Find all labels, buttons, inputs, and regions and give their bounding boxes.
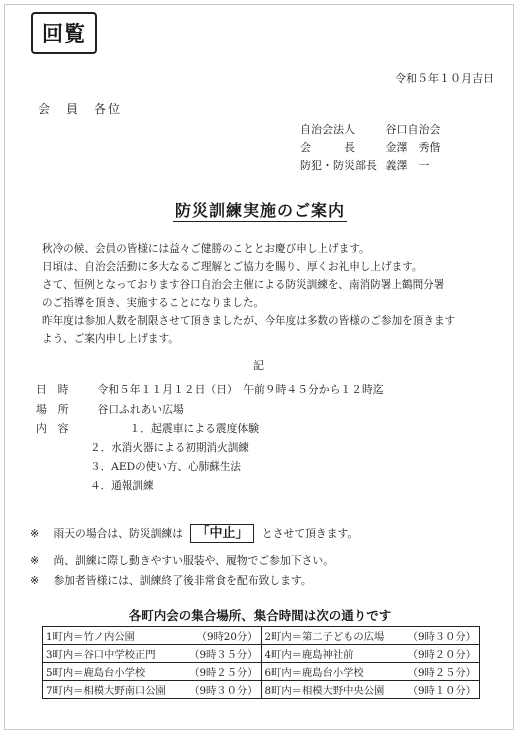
document-title-text: 防災訓練実施のご案内: [174, 201, 345, 220]
table-row: [43, 663, 480, 681]
table-row: [43, 645, 480, 663]
detail-content: [36, 421, 259, 436]
body-paragraph: 日頃は、自治会活動に多大なるご理解とご協力を賜り、厚くお礼申し上げます。: [42, 261, 423, 273]
assembly-time: （9時20分）: [196, 631, 258, 643]
note-mark: ※: [30, 527, 40, 540]
document-title: [0, 198, 520, 221]
assembly-time: （9時３０分）: [189, 685, 258, 697]
note-text: とさせて頂きます。: [261, 527, 359, 540]
detail-value: １．起震車による震度体験: [129, 422, 259, 435]
note-mark: ※: [30, 574, 40, 587]
assembly-time: （9時２０分）: [407, 649, 476, 661]
note-rain: [30, 524, 358, 543]
detail-value: 谷口ふれあい広場: [97, 403, 184, 416]
content-item: ３．AEDの使い方、心肺蘇生法: [90, 461, 242, 473]
assembly-title: 各町内会の集合場所、集合時間は次の通りです: [128, 608, 392, 623]
assembly-place: 1町内＝竹ノ内公園: [46, 631, 135, 643]
detail-datetime: [36, 382, 384, 397]
assembly-place: 8町内＝相模大野中央公園: [264, 685, 385, 697]
content-item: ４．通報訓練: [90, 480, 154, 492]
sender-name: 谷口自治会: [385, 123, 441, 136]
assembly-place: 4町内＝鹿島神社前: [264, 649, 354, 661]
ki-heading: 記: [253, 359, 264, 372]
body-paragraph: よう、ご案内申し上げます。: [42, 333, 179, 345]
assembly-time: （9時１０分）: [407, 685, 476, 697]
circulation-stamp: 回覧: [31, 12, 97, 54]
body-paragraph: 秋冷の候、会員の皆様には益々ご健勝のこととお慶び申し上げます。: [42, 243, 370, 255]
issue-date: 令和５年１０月吉日: [395, 72, 494, 85]
detail-label: 内 容: [36, 422, 69, 435]
body-paragraph: のご指導を頂き、実施することになりました。: [42, 297, 265, 309]
assembly-cell: [261, 645, 480, 663]
body-paragraph: さて、恒例となっております谷口自治会主催による防災訓練を、南消防署上鶴間分署: [42, 279, 445, 291]
assembly-cell: [43, 627, 262, 645]
assembly-table: [42, 626, 480, 699]
note-text: 雨天の場合は、防災訓練は: [53, 527, 183, 540]
assembly-place: 2町内＝第二子どもの広場: [264, 631, 385, 643]
assembly-time: （9時２５分）: [189, 667, 258, 679]
sender-line: [300, 121, 441, 137]
assembly-cell: [261, 627, 480, 645]
assembly-place: 3町内＝谷口中学校正門: [46, 649, 156, 661]
detail-label: 日 時: [36, 383, 69, 396]
detail-value: 令和５年１１月１２日（日） 午前９時４５分から１２時迄: [97, 383, 384, 396]
sender-role: 防犯・防災部長: [300, 159, 377, 172]
note-text: 参加者皆様には、訓練終了後非常食を配布致します。: [53, 574, 312, 587]
note-clothing: [30, 553, 334, 568]
detail-label: 場 所: [36, 403, 69, 416]
salutation: 会 員 各位: [38, 102, 123, 116]
sender-line: [300, 139, 441, 155]
sender-line: [300, 157, 430, 173]
assembly-place: 5町内＝鹿島台小学校: [46, 667, 146, 679]
assembly-cell: [261, 681, 480, 699]
body-paragraph: 昨年度は参加人数を制限させて頂きましたが、今年度は多数の皆様のご参加を頂きます: [42, 315, 456, 327]
assembly-cell: [43, 681, 262, 699]
assembly-place: 6町内＝鹿島台小学校: [264, 667, 364, 679]
assembly-time: （9時２５分）: [407, 667, 476, 679]
cancel-keyword: 中止: [209, 526, 236, 541]
assembly-time: （9時３０分）: [407, 631, 476, 643]
sender-name: 金澤 秀偕: [385, 141, 441, 154]
sender-role: 会 長: [300, 141, 355, 154]
sender-name: 義澤 一: [385, 159, 430, 172]
table-row: [43, 681, 480, 699]
sender-role: 自治会法人: [300, 123, 355, 136]
assembly-time: （9時３５分）: [189, 649, 258, 661]
assembly-place: 7町内＝相模大野南口公園: [46, 685, 166, 697]
assembly-cell: [43, 645, 262, 663]
note-text: 尚、訓練に際し動きやすい服装や、履物でご参加下さい。: [53, 554, 334, 567]
note-food: [30, 573, 312, 588]
detail-place: [36, 402, 184, 417]
content-item: ２．水消火器による初期消火訓練: [90, 442, 249, 454]
table-row: [43, 627, 480, 645]
assembly-cell: [261, 663, 480, 681]
cancel-keyword-box: 「中止」: [190, 524, 254, 543]
assembly-cell: [43, 663, 262, 681]
note-mark: ※: [30, 554, 40, 567]
